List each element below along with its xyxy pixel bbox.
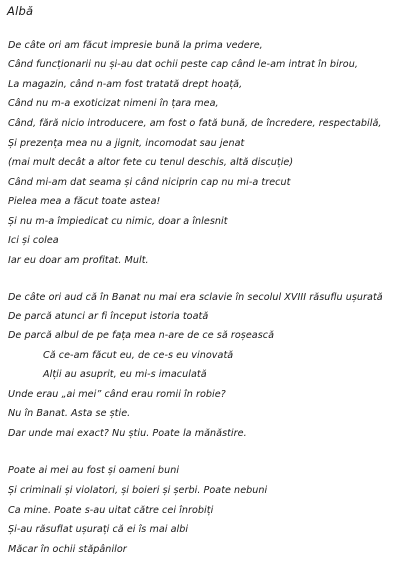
- poem-line: Unde erau „ai mei” când erau romii în robie?: [8, 389, 226, 400]
- poem-line: Și prezența mea nu a jignit, incomodat sau jenat: [8, 138, 245, 149]
- poem-line: De câte ori am făcut impresie bună la prima vedere,: [8, 40, 263, 51]
- poem-line: Ici și colea: [8, 235, 59, 246]
- poem-line: Și nu m-a împiedicat cu nimic, doar a înlesnit: [8, 216, 228, 227]
- poem-line: De câte ori aud că în Banat nu mai era sclavie în secolul XVIII răsuflu ușurată: [8, 292, 383, 303]
- poem-line: Când, fără nicio introducere, am fost o fată bună, de încredere, respectabilă,: [8, 118, 382, 129]
- poem-line: Când nu m-a exoticizat nimeni în țara mea,: [8, 98, 219, 109]
- poem-line: De parcă albul de pe fața mea n-are de ce să roșească: [8, 330, 274, 341]
- poem-line: Nu în Banat. Asta se știe.: [8, 408, 131, 419]
- poem-line: Și-au răsuflat ușurați că ei îs mai albi: [8, 524, 189, 535]
- poem-line: Pielea mea a făcut toate astea!: [8, 196, 161, 207]
- poem-line: Iar eu doar am profitat. Mult.: [8, 255, 149, 266]
- poem-line: Când funcționarii nu și-au dat ochii peste cap când le-am intrat în birou,: [8, 59, 358, 70]
- poem-title: Albă: [7, 4, 34, 18]
- poem-line: Când mi-am dat seama și când niciprin cap nu mi-a trecut: [8, 177, 291, 188]
- poem-line: La magazin, când n-am fost tratată drept hoață,: [8, 79, 243, 90]
- poem-line: Măcar în ochii stăpânilor: [8, 544, 127, 555]
- poem-line-indented: Alții au asuprit, eu mi-s imaculată: [43, 369, 207, 380]
- poem-line: (mai mult decât a altor fete cu tenul deschis, altă discuție): [8, 157, 294, 168]
- poem-line: Ca mine. Poate s-au uitat către cei înrobiți: [8, 505, 214, 516]
- poem-line: De parcă atunci ar fi început istoria toată: [8, 311, 209, 322]
- poem-line: Poate ai mei au fost și oameni buni: [8, 465, 180, 476]
- poem-line-indented: Că ce-am făcut eu, de ce-s eu vinovată: [43, 350, 234, 361]
- poem-line: Și criminali și violatori, și boieri și șerbi. Poate nebuni: [8, 485, 268, 496]
- poem-line: Dar unde mai exact? Nu știu. Poate la mănăstire.: [8, 428, 247, 439]
